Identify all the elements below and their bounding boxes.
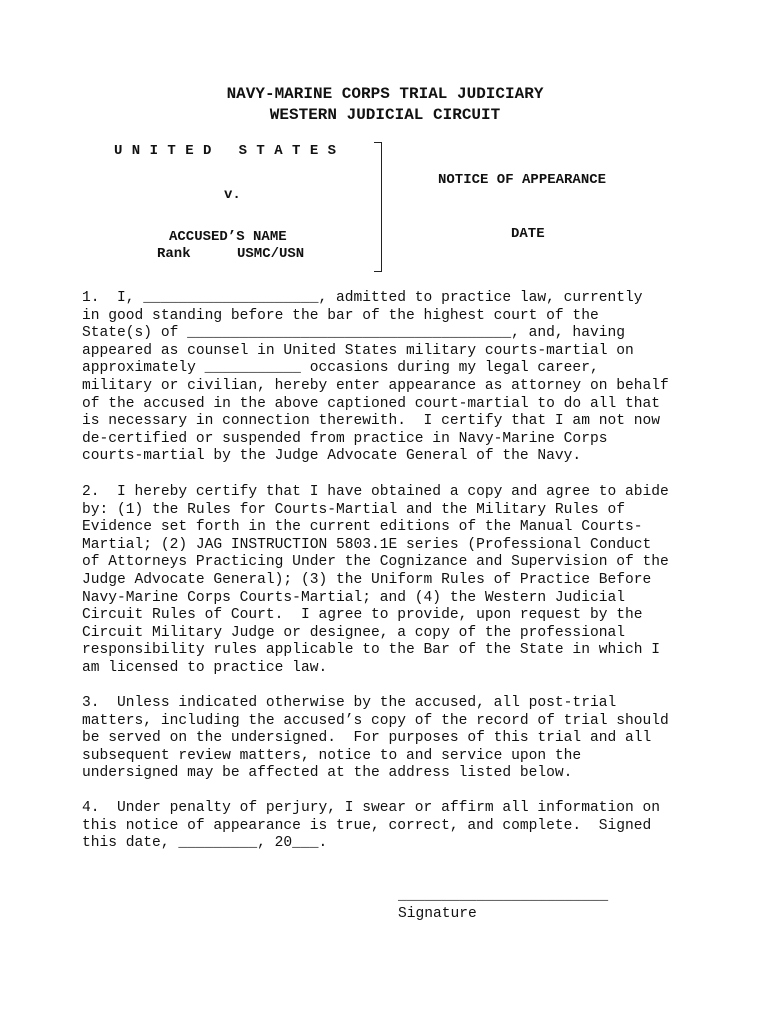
date-label: DATE — [511, 226, 545, 242]
signature-label: Signature — [398, 906, 477, 922]
paragraph-3: 3. Unless indicated otherwise by the accused, all post-trial matters, including the accused’s copy of the record of trial should be served on the undersigned. For purposes of this trial and all subsequent review matters, notice to and service upon the undersigned may be affected at the address listed below. — [82, 695, 669, 782]
signature-line[interactable]: ________________________ — [398, 888, 609, 904]
paragraph-4: 4. Under penalty of perjury, I swear or affirm all information on this notice of appearance is true, correct, and complete. Signed this date, _________, 20___. — [82, 800, 661, 852]
document-title: NOTICE OF APPEARANCE — [438, 172, 607, 188]
accused-service: USMC/USN — [237, 246, 305, 262]
paragraph-2: 2. I hereby certify that I have obtained a copy and agree to abide by: (1) the Rules for Courts-Martial and the Military Rules of Evidence set forth in the current editions of the Manual Courts- Martial; (2) JAG INSTRUCTION 5803.1E series (Professional Conduct of Attorneys Practicing Under the Cognizance and Supervision of the Judge Advocate General); (3) the Uniform Rules of Practice Before Navy-Marine Corps Courts-Martial; and (4) the Western Judicial Circuit Rules of Court. I agree to provide, upon request by the Circuit Military Judge or designee, a copy of the professional responsibility rules applicable to the Bar of the State in which I am licensed to practice law. — [82, 484, 669, 676]
paragraph-1: 1. I, ____________________, admitted to practice law, currently in good standing before the bar of the highest court of the State(s) of _____________________________________, and, having appeared as counsel in United States military courts-martial on approximately ___________ occasions during my legal career, military or civilian, hereby enter appearance as attorney on behalf of the accused in the above captioned court-martial to do all that is necessary in connection therewith. I certify that I am not now de-certified or suspended from practice in Navy-Marine Corps courts-martial by the Judge Advocate General of the Navy. — [82, 290, 669, 465]
caption-bracket — [374, 142, 382, 272]
accused-name: ACCUSED’S NAME — [169, 229, 287, 245]
circuit-title: WESTERN JUDICIAL CIRCUIT — [269, 106, 501, 124]
plaintiff-name: U N I T E D S T A T E S — [114, 143, 337, 159]
accused-rank: Rank — [157, 246, 191, 262]
versus-label: v. — [224, 187, 241, 203]
court-title: NAVY-MARINE CORPS TRIAL JUDICIARY — [226, 85, 544, 103]
